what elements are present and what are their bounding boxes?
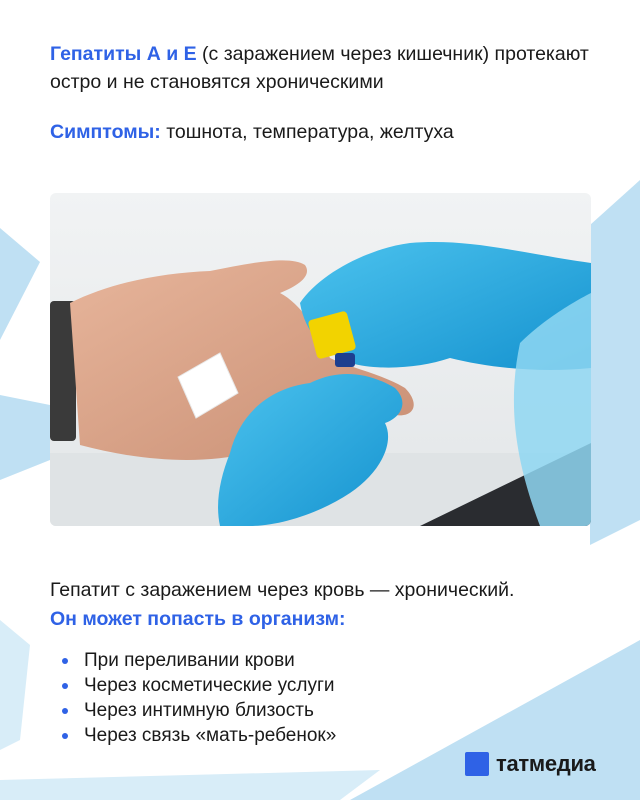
- brand-logo: [465, 751, 596, 777]
- bullet-icon: [62, 683, 68, 689]
- symptoms-label: Симптомы:: [50, 121, 161, 143]
- brand-name: татмедиа: [496, 751, 596, 776]
- hepatitis-ae-label: Гепатиты А и Е: [50, 43, 197, 65]
- list-item-label: Через косметические услуги: [84, 675, 335, 696]
- list-item-label: Через интимную близость: [84, 700, 314, 721]
- infection-routes-heading: Он может попасть в организм:: [50, 608, 346, 630]
- list-item: [62, 698, 336, 723]
- intro-text: [50, 40, 610, 96]
- list-item: [62, 673, 336, 698]
- bullet-icon: [62, 708, 68, 714]
- bullet-icon: [62, 658, 68, 664]
- intro-block: [50, 40, 610, 146]
- infection-routes-list: [62, 648, 336, 748]
- symptoms-list: тошнота, температура, желтуха: [160, 121, 454, 143]
- blood-block: [50, 576, 610, 634]
- list-item: [62, 648, 336, 673]
- logo-square-icon: [465, 752, 489, 776]
- list-item-label: При переливании крови: [84, 650, 295, 671]
- bullet-icon: [62, 733, 68, 739]
- symptoms-text: [50, 118, 610, 146]
- chronic-text: Гепатит с заражением через кровь — хронический.: [50, 579, 515, 601]
- intro-rest: (с заражением через кишечник) протекают остро и не становятся хроническими: [50, 43, 589, 93]
- list-item: [62, 723, 336, 748]
- blood-test-photo: [50, 193, 591, 526]
- photo-illustration: [50, 193, 591, 526]
- list-item-label: Через связь «мать-ребенок»: [84, 725, 337, 746]
